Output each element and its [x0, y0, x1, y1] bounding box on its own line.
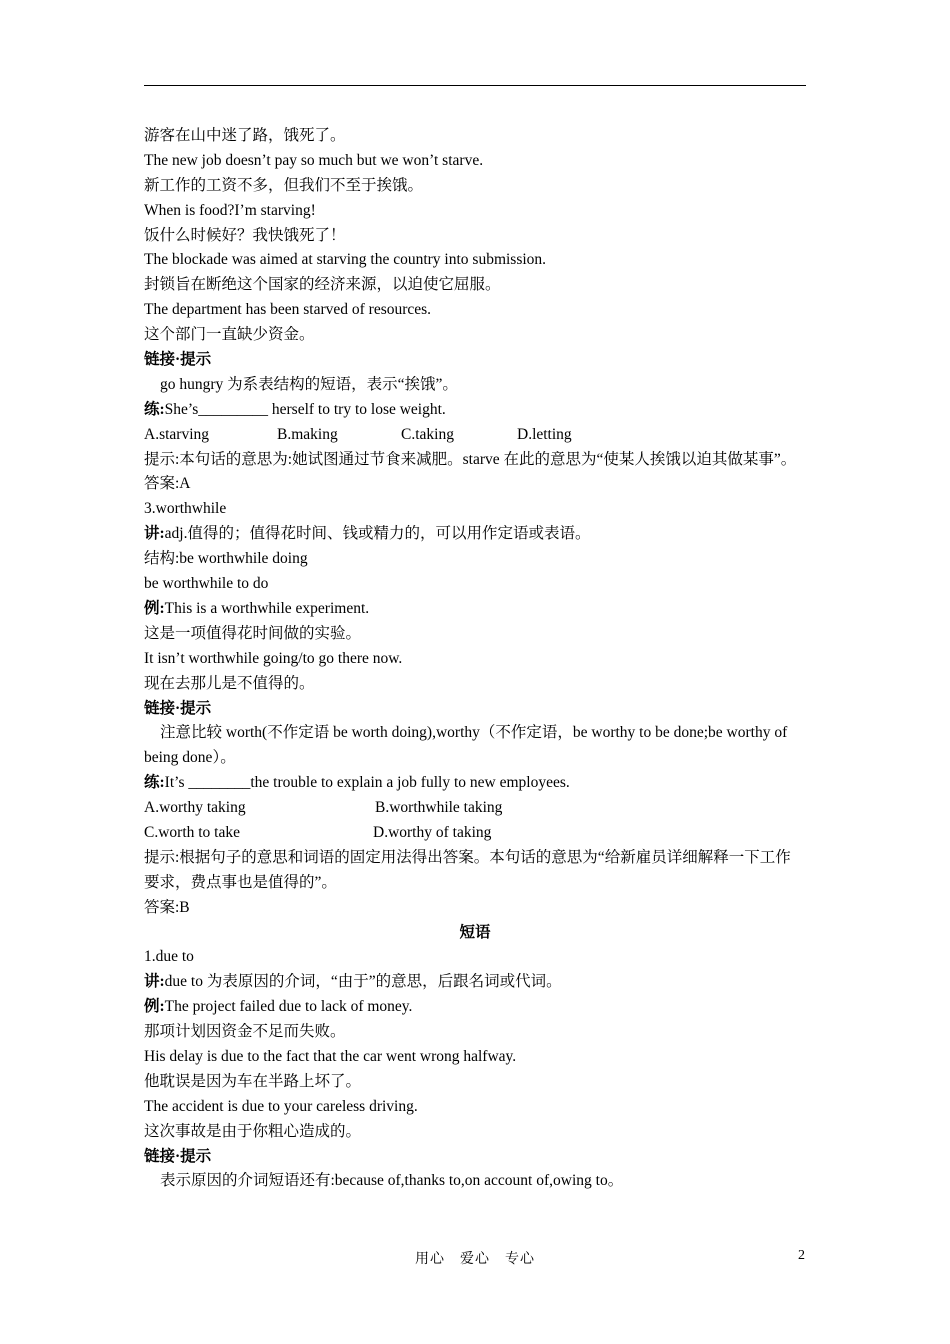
exercise-hint: 提示:根据句子的意思和词语的固定用法得出答案。本句话的意思为“给新雇员详细解释一下工作要求，费点事也是值得的”。 — [144, 848, 791, 891]
text-line: 封锁旨在断绝这个国家的经济来源，以迫使它屈服。 — [144, 276, 501, 294]
section-title: 短语 — [459, 923, 491, 941]
example-line: 现在去那儿是不值得的。 — [144, 674, 315, 692]
structure-line: be worthwhile to do — [144, 575, 269, 593]
text-line: 这个部门一直缺少资金。 — [144, 326, 315, 344]
example-line: His delay is due to the fact that the car went wrong halfway. — [144, 1048, 517, 1066]
link-tip-heading: 链接·提示 — [144, 1147, 212, 1165]
option-b: B.worthwhile taking — [375, 799, 503, 817]
word-explanation — [144, 522, 806, 547]
explain-label: 讲: — [144, 525, 165, 543]
explain-text: adj.值得的；值得花时间、钱或精力的，可以用作定语或表语。 — [164, 525, 591, 543]
example-line: 这是一项值得花时间做的实验。 — [144, 624, 362, 642]
exercise-label: 练: — [144, 774, 165, 792]
phrase-heading: 1.due to — [144, 948, 194, 966]
exercise-answer: 答案:B — [144, 898, 190, 916]
option-c: C.worth to take — [144, 823, 240, 841]
example-line — [144, 995, 806, 1020]
example-line: It isn’t worthwhile going/to go there now. — [144, 649, 403, 667]
text-line: 游客在山中迷了路，饿死了。 — [144, 127, 346, 144]
exercise-text: She’s_________ herself to try to lose weight. — [164, 400, 446, 418]
explain-label: 讲: — [144, 973, 165, 991]
example-text: This is a worthwhile experiment. — [164, 599, 370, 617]
structure-line: 结构:be worthwhile doing — [144, 550, 308, 568]
example-line: 那项计划因资金不足而失败。 — [144, 1023, 346, 1041]
text-line: When is food?I’m starving! — [144, 201, 316, 219]
example-text: The project failed due to lack of money. — [164, 998, 413, 1016]
text-line: The department has been starved of resources. — [144, 301, 432, 319]
link-tip-text: 表示原因的介词短语还有:because of,thanks to,on account of,owing to。 — [160, 1172, 624, 1190]
page-body — [144, 124, 806, 1194]
example-label: 例: — [144, 599, 165, 617]
link-tip-text: go hungry 为系表结构的短语，表示“挨饿”。 — [160, 375, 458, 393]
text-line: 新工作的工资不多，但我们不至于挨饿。 — [144, 176, 424, 194]
option-d: D.letting — [517, 425, 572, 443]
page-number: 2 — [798, 1248, 805, 1263]
text-line: The blockade was aimed at starving the country into submission. — [144, 251, 547, 269]
example-line: The accident is due to your careless driving. — [144, 1097, 418, 1115]
example-line — [144, 597, 806, 622]
exercise-question — [144, 771, 806, 796]
exercise-text: It’s ________the trouble to explain a job fully to new employees. — [164, 774, 570, 792]
option-b: B.making — [277, 425, 338, 443]
header-rule — [144, 85, 806, 86]
exercise-answer: 答案:A — [144, 475, 191, 493]
example-line: 这次事故是由于你粗心造成的。 — [144, 1122, 362, 1140]
link-tip-text: 注意比较 worth(不作定语 be worth doing),worthy（不作定语，be worthy to be done;be worthy of being done）。 — [144, 724, 788, 767]
example-line: 他耽误是因为车在半路上坏了。 — [144, 1072, 362, 1090]
example-label: 例: — [144, 998, 165, 1016]
option-d: D.worthy of taking — [373, 823, 492, 841]
exercise-question — [144, 398, 806, 423]
option-a: A.worthy taking — [144, 799, 246, 817]
exercise-label: 练: — [144, 400, 165, 418]
footer-motto: 用心 爱心 专心 — [415, 1252, 535, 1267]
exercise-options — [144, 821, 806, 846]
link-tip-heading: 链接·提示 — [144, 699, 212, 717]
link-tip-heading: 链接·提示 — [144, 351, 212, 369]
exercise-hint: 提示:本句话的意思为:她试图通过节食来减肥。starve 在此的意思为“使某人挨饿以迫其做某事”。 — [144, 450, 797, 468]
option-a: A.starving — [144, 425, 210, 443]
exercise-options — [144, 423, 806, 448]
text-line: The new job doesn’t pay so much but we won’t starve. — [144, 151, 484, 169]
option-c: C.taking — [401, 425, 454, 443]
text-line: 饭什么时候好？我快饿死了！ — [144, 226, 346, 244]
exercise-options — [144, 796, 806, 821]
explain-text: due to 为表原因的介词，“由于”的意思，后跟名词或代词。 — [164, 973, 562, 991]
word-heading: 3.worthwhile — [144, 500, 227, 518]
phrase-explanation — [144, 970, 806, 995]
